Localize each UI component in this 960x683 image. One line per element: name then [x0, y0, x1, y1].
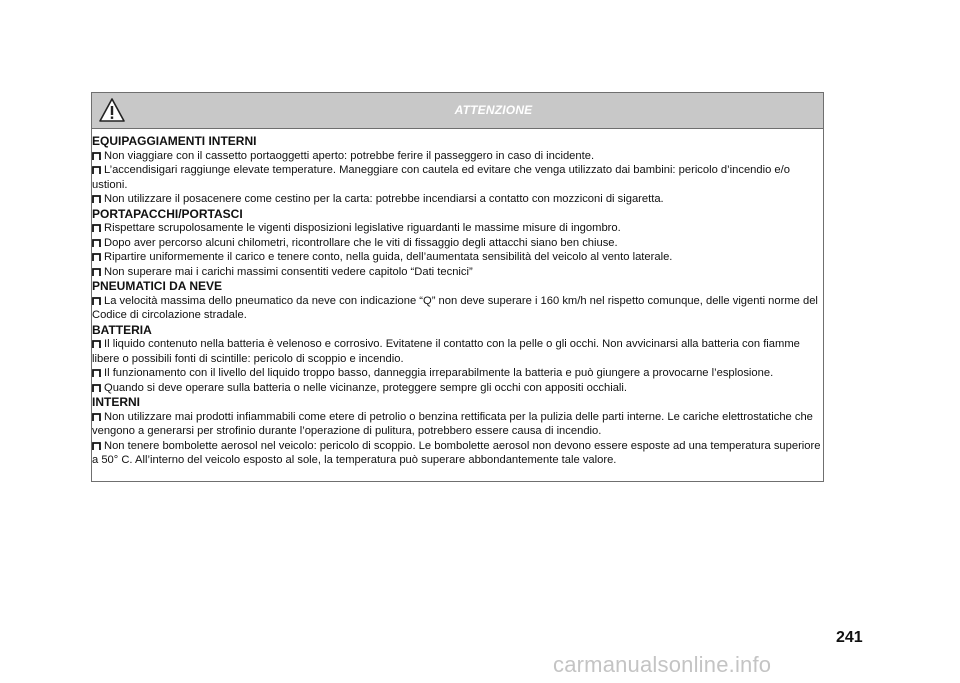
- page-number: 241: [836, 629, 863, 646]
- section-heading: PNEUMATICI DA NEVE: [92, 279, 223, 293]
- bullet-marker-icon: [92, 152, 101, 160]
- bullet-marker-icon: [92, 442, 101, 450]
- bullet-marker-icon: [92, 268, 101, 276]
- section-heading: PORTAPACCHI/PORTASCI: [92, 206, 243, 221]
- section-heading: BATTERIA: [92, 322, 152, 337]
- bullet-text: Rispettare scrupolosamente le vigenti disposizioni legislative riguardanti le massime misure di ingombro.: [104, 222, 621, 234]
- bullet-marker-icon: [92, 224, 101, 232]
- bullet-item: [92, 192, 823, 207]
- warning-box: [91, 92, 824, 482]
- bullet-marker-icon: [92, 340, 101, 348]
- bullet-text: Quando si deve operare sulla batteria o nelle vicinanze, proteggere sempre gli occhi con appositi occhiali.: [104, 381, 628, 394]
- section-heading: EQUIPAGGIAMENTI INTERNI: [92, 134, 257, 148]
- bullet-marker-icon: [92, 239, 101, 247]
- bullet-item: [92, 410, 823, 439]
- bullet-item: [92, 236, 823, 251]
- bullet-item: [92, 250, 823, 265]
- bullet-text: Non utilizzare mai prodotti infiammabili come etere di petrolio o benzina rettificata per la pulizia delle parti interne. Le cariche elettrostatiche che vengono a generarsi per strofinio durante l’operazione di pulitura, potrebbero essere causa di incendio.: [92, 410, 813, 437]
- bullet-text: L’accendisigari raggiunge elevate temperature. Maneggiare con cautela ed evitare che venga utilizzato dai bambini: pericolo d’incendio e/o ustioni.: [92, 164, 790, 191]
- bullet-marker-icon: [92, 413, 101, 421]
- bullet-text: Non tenere bombolette aerosol nel veicolo: pericolo di scoppio. Le bombolette aerosol non devono essere esposte ad una temperatura superiore a 50° C. All’interno del veicolo esposto al sole, la temperatura può superare abbondantemente tale valore.: [92, 439, 821, 466]
- bullet-item: [92, 366, 823, 381]
- bullet-marker-icon: [92, 384, 101, 392]
- bullet-text: Il liquido contenuto nella batteria è velenoso e corrosivo. Evitatene il contatto con la pelle o gli occhi. Non avvicinarsi alla batteria con fiamme libere o possibili fonti di scintille: pericolo di scoppio e incendio.: [92, 338, 800, 365]
- section-heading: INTERNI: [92, 395, 140, 409]
- bullet-text: Il funzionamento con il livello del liquido troppo basso, danneggia irreparabilmente la batteria e può giungere a provocarne l’esplosione.: [104, 367, 774, 379]
- bullet-text: Non superare mai i carichi massimi consentiti vedere capitolo “Dati tecnici”: [104, 265, 473, 278]
- bullet-text: Non utilizzare il posacenere come cestino per la carta: potrebbe incendiarsi a contatto con mozziconi di sigaretta.: [104, 193, 664, 205]
- bullet-item: [92, 337, 823, 366]
- bullet-item: [92, 149, 823, 164]
- bullet-item: [92, 381, 823, 396]
- warning-header: [92, 93, 823, 129]
- bullet-text: Non viaggiare con il cassetto portaoggetti aperto: potrebbe ferire il passeggero in caso di incidente.: [104, 149, 595, 162]
- bullet-text: Dopo aver percorso alcuni chilometri, ricontrollare che le viti di fissaggio degli attacchi siano ben chiuse.: [104, 236, 618, 249]
- bullet-marker-icon: [92, 369, 101, 377]
- bullet-item: [92, 294, 823, 323]
- bullet-item: [92, 221, 823, 236]
- bullet-marker-icon: [92, 297, 101, 305]
- bullet-text: La velocità massima dello pneumatico da neve con indicazione “Q” non deve superare i 160 km/h nel rispetto comunque, delle vigenti norme del Codice di circolazione stradale.: [92, 294, 818, 321]
- bullet-item: [92, 439, 823, 468]
- warning-title: ATTENZIONE: [454, 103, 533, 117]
- bullet-item: [92, 163, 823, 192]
- bullet-marker-icon: [92, 166, 101, 174]
- warning-body: [92, 129, 823, 468]
- bullet-item: [92, 265, 823, 280]
- watermark-text: carmanualsonline.info: [553, 652, 772, 677]
- bullet-marker-icon: [92, 253, 101, 261]
- bullet-text: Ripartire uniformemente il carico e tenere conto, nella guida, dell’aumentata sensibilità del veicolo al vento laterale.: [104, 251, 673, 263]
- bullet-marker-icon: [92, 195, 101, 203]
